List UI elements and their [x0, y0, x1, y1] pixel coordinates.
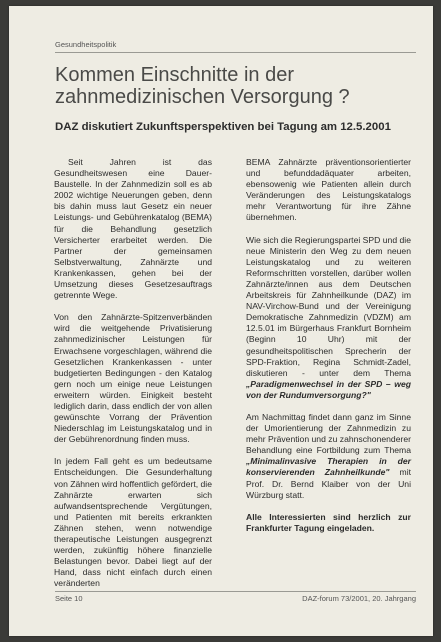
paragraph-text: Am Nachmittag findet dann ganz im Sinne der Umorientierung der Zahnmedizin zu mehr Prävention und zu zahnschonenderer Behandlung eine Fortbildung zum Thema: [246, 411, 411, 456]
invitation: Alle Interessierten sind herzlich zur Frankfurter Tagung eingeladen.: [246, 511, 411, 533]
paragraph-text: mit Prof. Dr. Bernd Klaiber von der Uni Würzburg statt.: [246, 467, 411, 500]
emphasized-topic: „Minimalinvasive Therapien in der konservierenden Zahnheilkunde": [246, 456, 411, 478]
paragraph: [246, 412, 411, 501]
paragraph: Von den Zahnärzte-Spitzenverbänden wird die weitgehende Privatisierung zahnmedizinischer Leistungen für Erwachsene vorgeschlagen, während die Gesetzlichen Krankenkassen - unter budgetierten Bedingungen - den Katalog gern noch um einige neue Leistungen erweitern würden. Einigkeit besteht lediglich darin, dass endlich der von allen gewünschte Vorrang der Prävention Niederschlag im Leistungskatalog und in der Gebührenordnung finden muss.: [54, 312, 212, 445]
paragraph: [246, 235, 411, 401]
article-title: Kommen Einschnitte in der zahnmedizinischen Versorgung ?: [55, 64, 350, 108]
section-label: Gesundheitspolitik: [55, 40, 117, 49]
article-subtitle: DAZ diskutiert Zukunftsperspektiven bei Tagung am 12.5.2001: [55, 121, 391, 133]
paragraph: Seit Jahren ist das Gesundheitswesen eine Dauer-Baustelle. In der Zahnmedizin soll es ab 2002 wichtige Neuerungen geben, denn bis dahin muss laut Gesetz ein neuer Leistungs- und Gebührenkatalog (BEMA) für die Behandlung gesetzlich Versicherter erarbeitet werden. Die Partner der gemeinsamen Selbstverwaltung, Zahnärzte und Krankenkassen, gehen bei der Umsetzung dieses Gesetzesauftrags getrennte Wege.: [54, 157, 212, 301]
issue-info: DAZ-forum 73/2001, 20. Jahrgang: [302, 594, 416, 603]
left-column: [54, 157, 212, 600]
paragraph: BEMA Zahnärzte präventionsorientierter und befunddadäquater arbeiten, ebensowenig wie Patienten allein durch Veränderungen des Leistungskatalogs mehr Verantwortung für ihre Zähne übernehmen.: [246, 157, 411, 223]
right-column: [246, 157, 411, 545]
paragraph: In jedem Fall geht es um bedeutsame Entscheidungen. Die Gesunderhaltung von Zähnen wird hoffentlich gefördert, die Zahnärzte erwarten sich aufwandsentsprechende Vergütungen, und Patienten mit bereits erkrankten Zähnen stehen, wenn notwendige therapeutische Leistungen ausgegrenzt werden, zukünftig höhere finanzielle Belastungen bevor. Dabei liegt auf der Hand, dass nicht einfach durch einen veränderten: [54, 456, 212, 589]
paragraph-text: Wie sich die Regierungspartei SPD und die neue Ministerin den Weg zu dem neuen Leistungskatalog und zu weiteren Reformschritten vorstellen, darüber wollen Zahnärzte/innen aus dem Deutschen Arbeitskreis für Zahnheilkunde (DAZ) im NAV-Virchow-Bund und der Vereinigung Demokratische Zahnmedizin (VDZM) am 12.5.01 im Bürgerhaus Frankfurt Bornheim (Beginn 10 Uhr) mit der gesundheitspolitischen Sprecherin der SPD-Fraktion, Regina Schmidt-Zadel, diskutieren - unter dem Thema: [246, 234, 411, 378]
emphasized-topic: „Paradigmenwechsel in der SPD – weg von der Rundumversorgung?": [246, 378, 411, 400]
page-number: Seite 10: [55, 594, 83, 603]
header-divider: [55, 52, 416, 53]
footer-divider: [55, 591, 416, 592]
